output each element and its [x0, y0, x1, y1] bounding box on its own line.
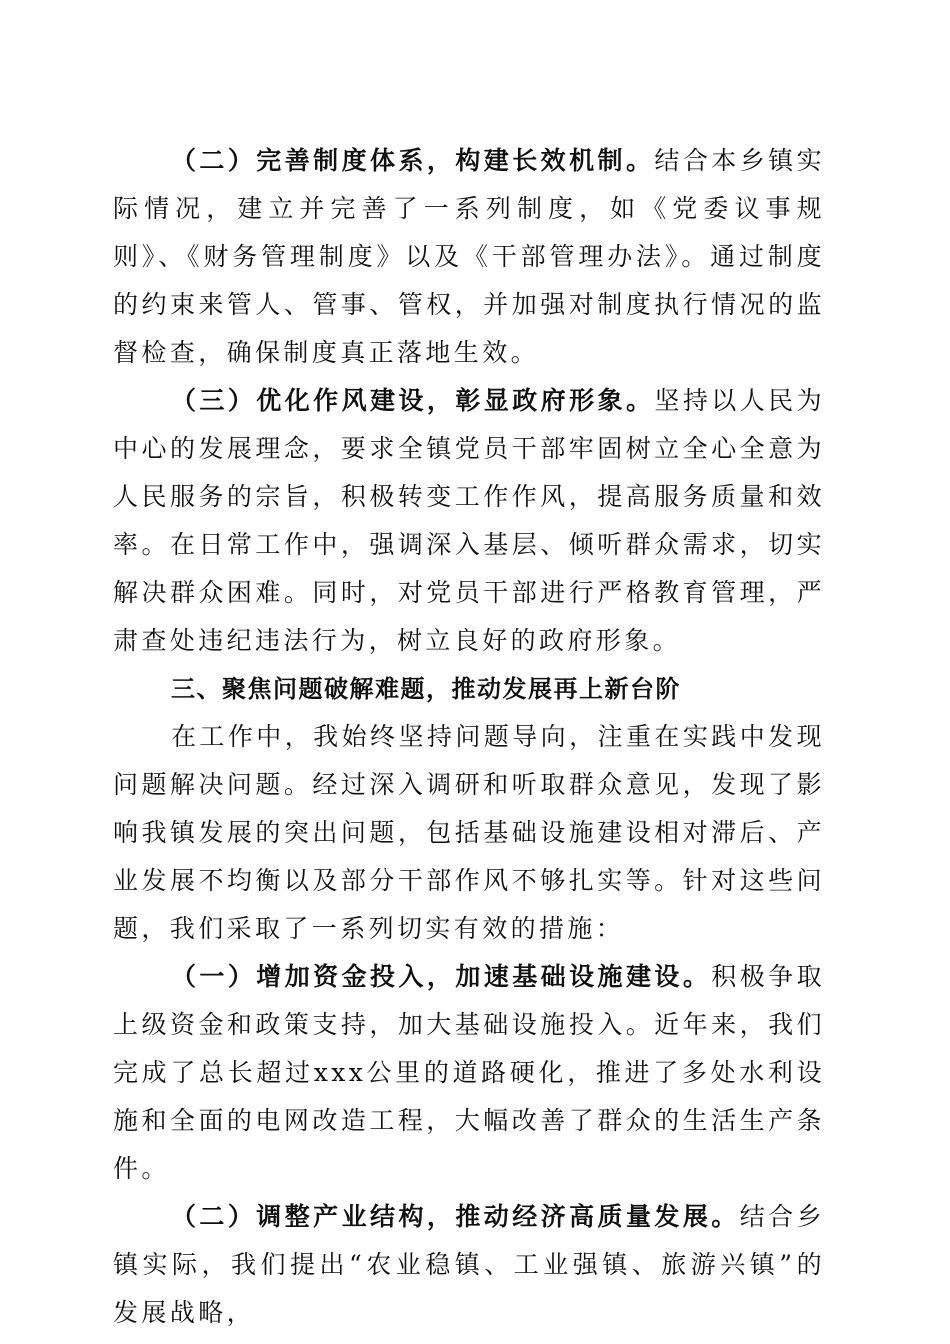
paragraph-lead: （二）调整产业结构，推动经济高质量发展。	[171, 1202, 740, 1231]
paragraph-lead: （一）增加资金投入，加速基础设施建设。	[171, 962, 712, 991]
paragraph-lead: （二）完善制度体系，构建长效机制。	[171, 146, 655, 175]
paragraph-institution-system	[113, 137, 825, 377]
document-body	[113, 137, 825, 1337]
paragraph-industry	[113, 1193, 825, 1337]
paragraph-lead: （三）优化作风建设，彰显政府形象。	[171, 386, 655, 415]
paragraph-text: 积极争取上级资金和政策支持，加大基础设施投入。近年来，我们完成了总长超过xxx公里的道路硬化，推进了多处水利设施和全面的电网改造工程，大幅改善了群众的生活生产条件。	[113, 962, 825, 1183]
paragraph-work-style	[113, 377, 825, 665]
section-heading: 三、聚焦问题破解难题，推动发展再上新台阶	[171, 675, 681, 703]
paragraph-text: 坚持以人民为中心的发展理念，要求全镇党员干部牢固树立全心全意为人民服务的宗旨，积极转变工作作风，提高服务质量和效率。在日常工作中，强调深入基层、倾听群众需求，切实解决群众困难。同时，对党员干部进行严格教育管理，严肃查处违纪违法行为，树立良好的政府形象。	[113, 386, 825, 655]
paragraph-text: 结合乡镇实际，我们提出“农业稳镇、工业强镇、旅游兴镇”的发展战略，	[113, 1202, 825, 1327]
paragraph-infrastructure	[113, 953, 825, 1193]
paragraph-text: 结合本乡镇实际情况，建立并完善了一系列制度，如《党委议事规则》、《财务管理制度》以及《干部管理办法》。通过制度的约束来管人、管事、管权，并加强对制度执行情况的监督检查，确保制度真正落地生效。	[113, 146, 825, 367]
paragraph-intro: 在工作中，我始终坚持问题导向，注重在实践中发现问题解决问题。经过深入调研和听取群众意见，发现了影响我镇发展的突出问题，包括基础设施建设相对滞后、产业发展不均衡以及部分干部作风不够扎实等。针对这些问题，我们采取了一系列切实有效的措施：	[113, 722, 825, 943]
